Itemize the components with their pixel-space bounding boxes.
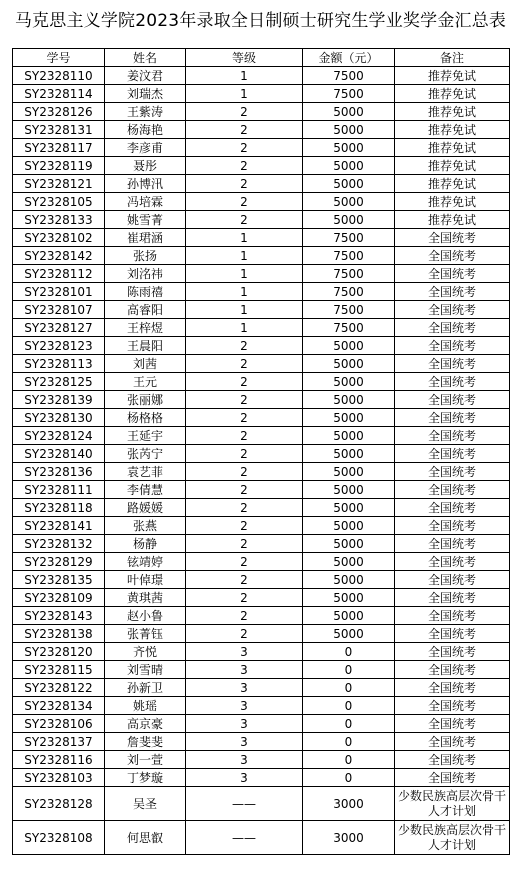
- cell-student-id: SY2328128: [13, 787, 105, 821]
- cell-amount: 5000: [303, 157, 395, 175]
- cell-amount: 5000: [303, 553, 395, 571]
- table-row: [13, 679, 510, 697]
- cell-name: 高京豪: [105, 715, 186, 733]
- cell-name: 冯培霖: [105, 193, 186, 211]
- cell-amount: 5000: [303, 175, 395, 193]
- cell-amount: 5000: [303, 481, 395, 499]
- table-row: [13, 643, 510, 661]
- cell-amount: 5000: [303, 121, 395, 139]
- cell-student-id: SY2328125: [13, 373, 105, 391]
- table-row: [13, 283, 510, 301]
- cell-amount: 5000: [303, 193, 395, 211]
- table-row: [13, 319, 510, 337]
- cell-amount: 5000: [303, 103, 395, 121]
- table-row: [13, 589, 510, 607]
- cell-level: 1: [186, 319, 303, 337]
- cell-level: 2: [186, 463, 303, 481]
- cell-name: 刘雪晴: [105, 661, 186, 679]
- cell-note: 全国统考: [395, 283, 510, 301]
- cell-level: 1: [186, 85, 303, 103]
- cell-note: 全国统考: [395, 229, 510, 247]
- table-row: [13, 607, 510, 625]
- cell-amount: 0: [303, 715, 395, 733]
- table-row: [13, 733, 510, 751]
- cell-amount: 3000: [303, 821, 395, 855]
- cell-level: 2: [186, 409, 303, 427]
- cell-student-id: SY2328112: [13, 265, 105, 283]
- table-row: [13, 553, 510, 571]
- cell-student-id: SY2328130: [13, 409, 105, 427]
- cell-note: 全国统考: [395, 589, 510, 607]
- cell-student-id: SY2328115: [13, 661, 105, 679]
- cell-level: 2: [186, 553, 303, 571]
- cell-level: 3: [186, 661, 303, 679]
- page-title: 马克思主义学院2023年录取全日制硕士研究生学业奖学金汇总表: [14, 11, 507, 31]
- table-row: [13, 337, 510, 355]
- cell-student-id: SY2328111: [13, 481, 105, 499]
- cell-student-id: SY2328120: [13, 643, 105, 661]
- cell-amount: 7500: [303, 85, 395, 103]
- cell-level: 3: [186, 715, 303, 733]
- cell-level: 2: [186, 499, 303, 517]
- cell-level: 2: [186, 427, 303, 445]
- cell-note: 全国统考: [395, 769, 510, 787]
- cell-student-id: SY2328124: [13, 427, 105, 445]
- cell-note: 少数民族高层次骨干人才计划: [395, 787, 510, 821]
- cell-student-id: SY2328127: [13, 319, 105, 337]
- cell-level: 1: [186, 265, 303, 283]
- cell-level: ——: [186, 787, 303, 821]
- cell-name: 王梓煜: [105, 319, 186, 337]
- cell-student-id: SY2328129: [13, 553, 105, 571]
- cell-level: 2: [186, 391, 303, 409]
- table-body: [13, 67, 510, 855]
- cell-level: 2: [186, 589, 303, 607]
- cell-name: 孙新卫: [105, 679, 186, 697]
- table-row: [13, 373, 510, 391]
- cell-level: 3: [186, 769, 303, 787]
- table-row: [13, 445, 510, 463]
- cell-amount: 7500: [303, 67, 395, 85]
- cell-note: 全国统考: [395, 391, 510, 409]
- table-row: [13, 571, 510, 589]
- cell-note: 全国统考: [395, 679, 510, 697]
- cell-note: 推荐免试: [395, 103, 510, 121]
- table-row: [13, 535, 510, 553]
- table-row: [13, 715, 510, 733]
- cell-note: 全国统考: [395, 409, 510, 427]
- cell-note: 全国统考: [395, 337, 510, 355]
- header-amount: 金额（元）: [303, 49, 395, 67]
- table-row: [13, 139, 510, 157]
- cell-student-id: SY2328113: [13, 355, 105, 373]
- cell-amount: 0: [303, 751, 395, 769]
- cell-note: 推荐免试: [395, 175, 510, 193]
- cell-note: 全国统考: [395, 517, 510, 535]
- cell-student-id: SY2328134: [13, 697, 105, 715]
- cell-level: 2: [186, 121, 303, 139]
- cell-note: 全国统考: [395, 697, 510, 715]
- cell-name: 丁梦璇: [105, 769, 186, 787]
- cell-name: 孙博汛: [105, 175, 186, 193]
- cell-student-id: SY2328109: [13, 589, 105, 607]
- cell-note: 推荐免试: [395, 67, 510, 85]
- cell-level: 2: [186, 517, 303, 535]
- cell-level: 1: [186, 283, 303, 301]
- table-row: [13, 121, 510, 139]
- table-row: [13, 391, 510, 409]
- cell-level: 1: [186, 301, 303, 319]
- table-row: [13, 229, 510, 247]
- cell-name: 李彦甫: [105, 139, 186, 157]
- table-row: [13, 769, 510, 787]
- cell-name: 詹斐斐: [105, 733, 186, 751]
- cell-student-id: SY2328107: [13, 301, 105, 319]
- cell-student-id: SY2328102: [13, 229, 105, 247]
- cell-student-id: SY2328131: [13, 121, 105, 139]
- cell-amount: 7500: [303, 319, 395, 337]
- cell-amount: 5000: [303, 373, 395, 391]
- cell-student-id: SY2328105: [13, 193, 105, 211]
- scholarship-table: [12, 48, 510, 855]
- cell-student-id: SY2328121: [13, 175, 105, 193]
- cell-name: 张芮宁: [105, 445, 186, 463]
- cell-student-id: SY2328116: [13, 751, 105, 769]
- cell-name: 袁艺菲: [105, 463, 186, 481]
- cell-student-id: SY2328143: [13, 607, 105, 625]
- cell-level: 2: [186, 337, 303, 355]
- cell-note: 推荐免试: [395, 139, 510, 157]
- cell-student-id: SY2328114: [13, 85, 105, 103]
- cell-level: 2: [186, 571, 303, 589]
- cell-name: 何思叡: [105, 821, 186, 855]
- cell-note: 全国统考: [395, 445, 510, 463]
- table-row: [13, 751, 510, 769]
- cell-level: 1: [186, 247, 303, 265]
- cell-student-id: SY2328106: [13, 715, 105, 733]
- cell-name: 赵小鲁: [105, 607, 186, 625]
- cell-amount: 7500: [303, 247, 395, 265]
- cell-amount: 5000: [303, 589, 395, 607]
- cell-name: 杨静: [105, 535, 186, 553]
- cell-amount: 5000: [303, 607, 395, 625]
- table-row: [13, 625, 510, 643]
- cell-level: 2: [186, 193, 303, 211]
- cell-note: 推荐免试: [395, 121, 510, 139]
- cell-student-id: SY2328141: [13, 517, 105, 535]
- cell-name: 张菁钰: [105, 625, 186, 643]
- cell-student-id: SY2328139: [13, 391, 105, 409]
- cell-amount: 0: [303, 733, 395, 751]
- cell-note: 全国统考: [395, 463, 510, 481]
- header-student-id: 学号: [13, 49, 105, 67]
- cell-note: 全国统考: [395, 625, 510, 643]
- cell-level: 2: [186, 211, 303, 229]
- header-name: 姓名: [105, 49, 186, 67]
- cell-amount: 5000: [303, 409, 395, 427]
- cell-student-id: SY2328108: [13, 821, 105, 855]
- cell-level: 1: [186, 229, 303, 247]
- table-row: [13, 211, 510, 229]
- cell-amount: 7500: [303, 283, 395, 301]
- table-row: [13, 103, 510, 121]
- cell-name: 齐悦: [105, 643, 186, 661]
- cell-amount: 0: [303, 697, 395, 715]
- cell-amount: 5000: [303, 571, 395, 589]
- table-row: [13, 481, 510, 499]
- cell-note: 全国统考: [395, 499, 510, 517]
- cell-name: 路媛媛: [105, 499, 186, 517]
- cell-note: 全国统考: [395, 247, 510, 265]
- table-row: [13, 355, 510, 373]
- cell-amount: 5000: [303, 517, 395, 535]
- cell-level: 3: [186, 697, 303, 715]
- cell-amount: 5000: [303, 445, 395, 463]
- cell-name: 黄琪茜: [105, 589, 186, 607]
- cell-level: 3: [186, 679, 303, 697]
- table-row: [13, 265, 510, 283]
- table-row: [13, 67, 510, 85]
- cell-note: 全国统考: [395, 733, 510, 751]
- cell-student-id: SY2328137: [13, 733, 105, 751]
- cell-student-id: SY2328117: [13, 139, 105, 157]
- cell-name: 姚雪菁: [105, 211, 186, 229]
- cell-level: 2: [186, 445, 303, 463]
- cell-student-id: SY2328119: [13, 157, 105, 175]
- cell-name: 高睿阳: [105, 301, 186, 319]
- cell-amount: 5000: [303, 139, 395, 157]
- cell-name: 聂彤: [105, 157, 186, 175]
- cell-note: 全国统考: [395, 427, 510, 445]
- table-row: [13, 661, 510, 679]
- cell-note: 全国统考: [395, 535, 510, 553]
- cell-level: 2: [186, 103, 303, 121]
- cell-name: 王晨阳: [105, 337, 186, 355]
- cell-amount: 0: [303, 769, 395, 787]
- cell-note: 推荐免试: [395, 193, 510, 211]
- cell-note: 少数民族高层次骨干人才计划: [395, 821, 510, 855]
- table-header-row: [13, 49, 510, 67]
- cell-note: 全国统考: [395, 751, 510, 769]
- cell-name: 王元: [105, 373, 186, 391]
- cell-student-id: SY2328101: [13, 283, 105, 301]
- cell-note: 全国统考: [395, 643, 510, 661]
- cell-name: 杨海艳: [105, 121, 186, 139]
- cell-level: 2: [186, 175, 303, 193]
- cell-note: 全国统考: [395, 607, 510, 625]
- cell-name: 刘茜: [105, 355, 186, 373]
- table-row: [13, 787, 510, 821]
- cell-name: 张丽娜: [105, 391, 186, 409]
- cell-name: 刘一萱: [105, 751, 186, 769]
- cell-level: 2: [186, 625, 303, 643]
- cell-note: 全国统考: [395, 571, 510, 589]
- table-row: [13, 175, 510, 193]
- header-level: 等级: [186, 49, 303, 67]
- cell-name: 刘瑞杰: [105, 85, 186, 103]
- table-row: [13, 157, 510, 175]
- cell-note: 全国统考: [395, 553, 510, 571]
- cell-student-id: SY2328123: [13, 337, 105, 355]
- cell-student-id: SY2328126: [13, 103, 105, 121]
- cell-amount: 5000: [303, 625, 395, 643]
- cell-level: 3: [186, 733, 303, 751]
- cell-amount: 7500: [303, 229, 395, 247]
- cell-note: 推荐免试: [395, 211, 510, 229]
- cell-amount: 5000: [303, 535, 395, 553]
- cell-amount: 7500: [303, 265, 395, 283]
- cell-student-id: SY2328133: [13, 211, 105, 229]
- cell-level: 2: [186, 535, 303, 553]
- cell-level: 2: [186, 481, 303, 499]
- cell-amount: 5000: [303, 337, 395, 355]
- cell-note: 全国统考: [395, 355, 510, 373]
- cell-amount: 5000: [303, 391, 395, 409]
- table-row: [13, 499, 510, 517]
- table-row: [13, 247, 510, 265]
- cell-amount: 0: [303, 661, 395, 679]
- cell-note: 推荐免试: [395, 157, 510, 175]
- cell-note: 全国统考: [395, 481, 510, 499]
- cell-name: 王紫涛: [105, 103, 186, 121]
- cell-level: ——: [186, 821, 303, 855]
- cell-level: 1: [186, 67, 303, 85]
- cell-student-id: SY2328142: [13, 247, 105, 265]
- cell-name: 吴圣: [105, 787, 186, 821]
- cell-level: 2: [186, 607, 303, 625]
- cell-amount: 5000: [303, 427, 395, 445]
- cell-student-id: SY2328118: [13, 499, 105, 517]
- cell-amount: 5000: [303, 355, 395, 373]
- cell-note: 全国统考: [395, 301, 510, 319]
- cell-name: 刘洺祎: [105, 265, 186, 283]
- cell-level: 3: [186, 643, 303, 661]
- cell-student-id: SY2328122: [13, 679, 105, 697]
- cell-name: 姚瑶: [105, 697, 186, 715]
- table-row: [13, 427, 510, 445]
- cell-student-id: SY2328103: [13, 769, 105, 787]
- table-row: [13, 697, 510, 715]
- cell-name: 张燕: [105, 517, 186, 535]
- cell-name: 张扬: [105, 247, 186, 265]
- cell-note: 全国统考: [395, 715, 510, 733]
- cell-level: 2: [186, 373, 303, 391]
- cell-amount: 5000: [303, 463, 395, 481]
- cell-student-id: SY2328140: [13, 445, 105, 463]
- table-row: [13, 193, 510, 211]
- cell-student-id: SY2328136: [13, 463, 105, 481]
- cell-level: 2: [186, 157, 303, 175]
- table-row: [13, 409, 510, 427]
- cell-student-id: SY2328138: [13, 625, 105, 643]
- header-note: 备注: [395, 49, 510, 67]
- cell-note: 全国统考: [395, 373, 510, 391]
- cell-amount: 0: [303, 679, 395, 697]
- cell-amount: 0: [303, 643, 395, 661]
- cell-name: 叶倬璟: [105, 571, 186, 589]
- cell-note: 全国统考: [395, 661, 510, 679]
- table-row: [13, 85, 510, 103]
- table-row: [13, 517, 510, 535]
- cell-level: 2: [186, 355, 303, 373]
- cell-name: 杨格格: [105, 409, 186, 427]
- cell-amount: 5000: [303, 211, 395, 229]
- cell-note: 全国统考: [395, 319, 510, 337]
- table-row: [13, 821, 510, 855]
- cell-level: 3: [186, 751, 303, 769]
- cell-amount: 7500: [303, 301, 395, 319]
- cell-name: 陈雨禧: [105, 283, 186, 301]
- cell-name: 铉靖婷: [105, 553, 186, 571]
- cell-amount: 3000: [303, 787, 395, 821]
- cell-note: 全国统考: [395, 265, 510, 283]
- cell-name: 崔珺涵: [105, 229, 186, 247]
- cell-name: 王延宇: [105, 427, 186, 445]
- cell-name: 李倩慧: [105, 481, 186, 499]
- cell-amount: 5000: [303, 499, 395, 517]
- cell-note: 推荐免试: [395, 85, 510, 103]
- cell-name: 姜汶君: [105, 67, 186, 85]
- cell-student-id: SY2328135: [13, 571, 105, 589]
- cell-student-id: SY2328132: [13, 535, 105, 553]
- cell-level: 2: [186, 139, 303, 157]
- table-row: [13, 301, 510, 319]
- cell-student-id: SY2328110: [13, 67, 105, 85]
- table-row: [13, 463, 510, 481]
